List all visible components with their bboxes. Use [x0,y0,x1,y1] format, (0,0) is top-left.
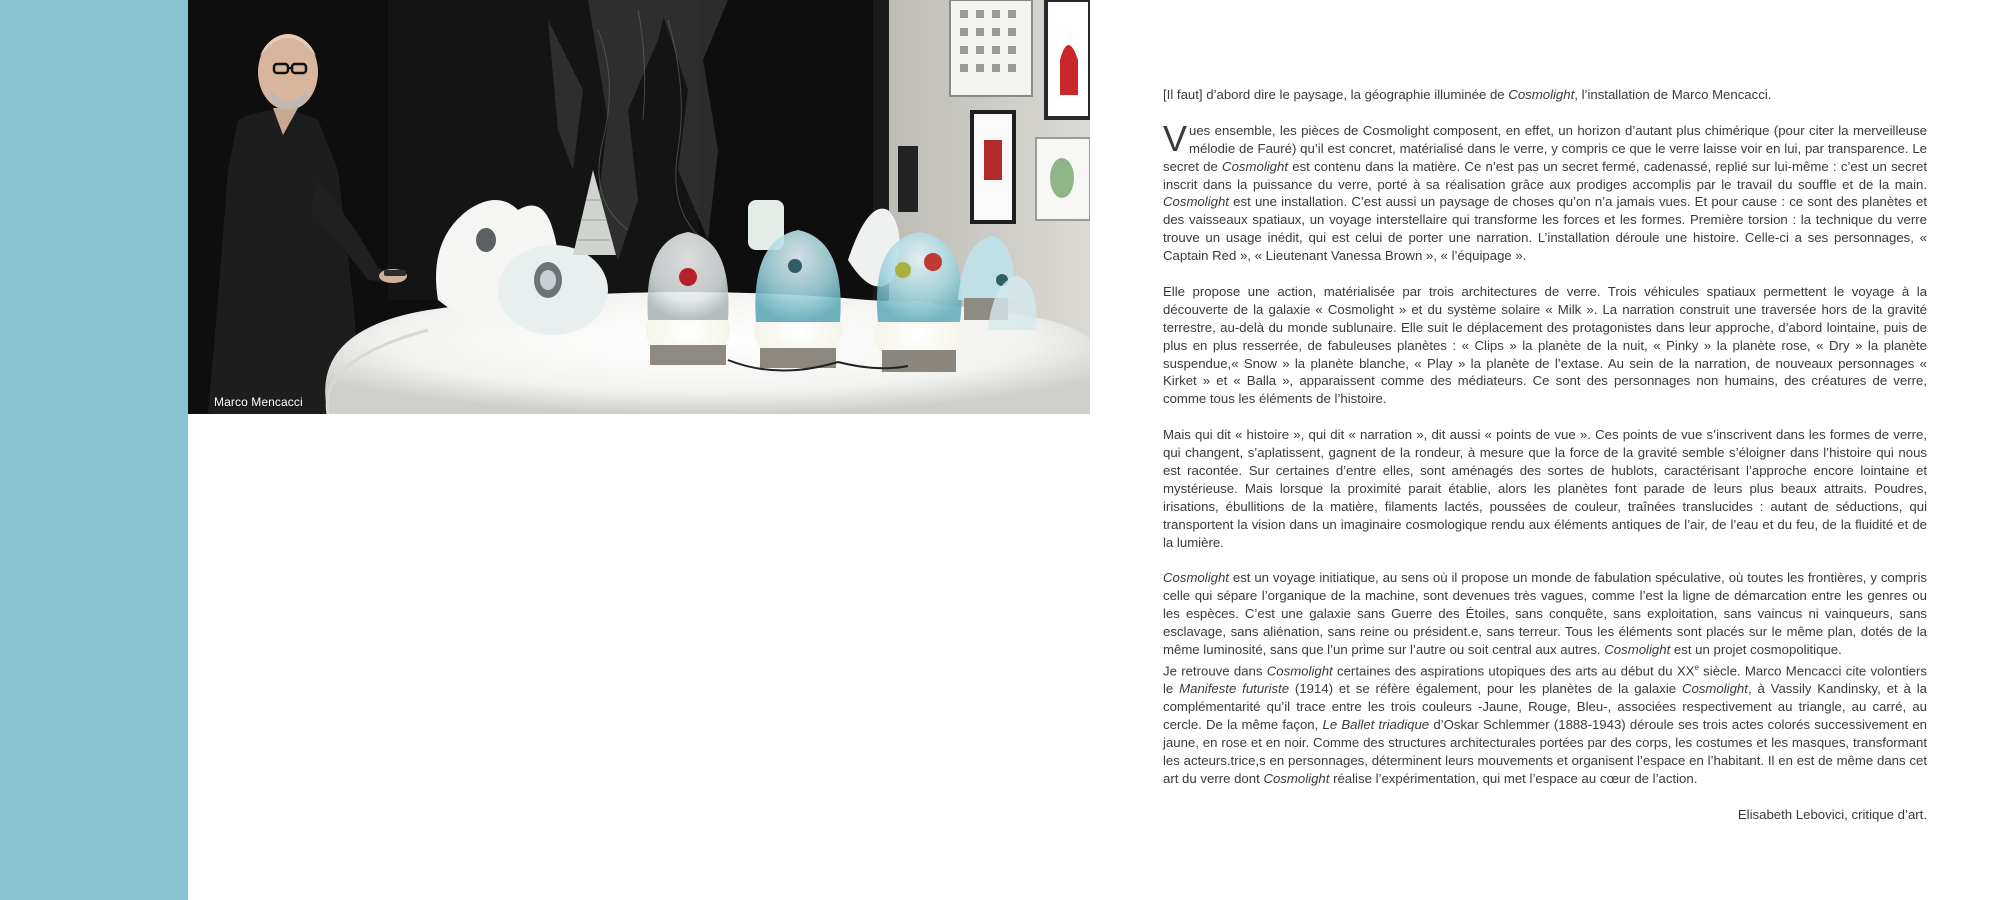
drop-cap: V [1163,117,1188,159]
installation-photo-illustration [188,0,1090,414]
installation-photo [188,0,1090,414]
article-paragraph-2: Elle propose une action, matérialisée par trois architectures de verre. Trois véhicules spatiaux permettent le voyage à la découverte de la galaxie « Cosmolight » et du système solaire « Milk ». La narration construit une traversée hors de la gravité terrestre, au-delà du monde sublunaire. Elle suit le déplacement des protagonistes dans leur approche, d’abord lointaine, puis de plus en plus resserrée, de fabuleuses planètes : « Clips » la planète de la nuit, « Pinky » la planète rose, « Dry » la planète suspendue,« Snow » la planète blanche, « Play » la planète de l’extase. Au sein de la narration, de nouveaux personnages « Kirket » et « Balla », apparaissent comme des médiateurs. Ce sont des personnages non humains, des créatures de verre, comme tous les éléments de l’histoire. [1163,283,1927,407]
article-text [1163,86,1927,823]
article-intro: [Il faut] d’abord dire le paysage, la géographie illuminée de Cosmolight, l’installation de Marco Mencacci. [1163,87,1772,102]
article-paragraph-4: Cosmolight est un voyage initiatique, au sens où il propose un monde de fabulation spéculative, où toutes les frontières, y compris celle qui sépare l’organique de la machine, sont devenues très vagues, comme l’est la ligne de démarcation entre les genres ou les espèces. C’est une galaxie sans Guerre des Étoiles, sans conquête, sans exploitation, sans vaincus ni vainqueurs, sans esclavage, sans aliénation, sans reine ou président.e, sans terreur. Tous les éléments sont placés sur le même plan, dotés de la même luminosité, sans que l’un prime sur l’autre ou soit central aux autres. Cosmolight est un projet cosmopolitique. [1163,570,1927,658]
photo-caption: Marco Mencacci [214,395,303,409]
article-paragraph-5: Je retrouve dans Cosmolight certaines des aspirations utopiques des arts au début du XXe siècle. Marco Mencacci cite volontiers le Manifeste futuriste (1914) et se réfère également, pour les planètes de la galaxie Cosmolight, à Vassily Kandinsky, et à la complémentarité qu’il trace entre les trois couleurs -Jaune, Rouge, Bleu-, associées respectivement au triangle, au carré, au cercle. De la même façon, Le Ballet triadique d’Oskar Schlemmer (1888-1943) déroule ses trois actes colorés successivement en jaune, en rose et en noir. Comme des structures architecturales portées par des corps, les costumes et les masques, transformant les acteurs.trice,s en personnages, déterminent leurs mouvements et organisent l’espace en l’habitant. Il en est de même dans cet art du verre dont Cosmolight réalise l’expérimentation, qui met l’espace au cœur de l’action. [1163,662,1928,786]
article-paragraph-3: Mais qui dit « histoire », qui dit « narration », dit aussi « points de vue ». Ces points de vue s’inscrivent dans les formes de verre, qui changent, s’aplatissent, gagnent de la rondeur, à mesure que la force de la gravité semble s’éloigner dans l’histoire qui nous est racontée. Sur certaines d’entre elles, sont aménagés des sortes de hublots, caractérisant l’approche encore lointaine et mystérieuse. Mais lorsque la proximité parait établie, alors les planètes font parade de leurs plus beaux attraits. Poudres, irisations, ébullitions de la matière, filaments lactés, poussées de couleur, traînées translucides : autant de séductions, qui transportent la vision dans un imaginaire cosmologique rendu aux éléments antiques de l’air, de l’eau et du feu, de la fluidité et de la lumière. [1163,427,1927,550]
article-paragraph-1: Vues ensemble, les pièces de Cosmolight composent, en effet, un horizon d’autant plus chimérique (pour citer la merveilleuse mélodie de Fauré) qu’il est concret, matérialisé dans le verre, y compris ce que le verre laisse voir en lui, par transparence. Le secret de Cosmolight est contenu dans la matière. Ce n’est pas un secret fermé, cadenassé, replié sur lui-même : c’est un secret inscrit dans la puissance du verre, porté à sa réalisation grâce aux prodiges accomplis par le travail du souffle et de la main. Cosmolight est une installation. C’est aussi un paysage de choses qu’on n’a jamais vues. Et pour cause : ce sont des planètes et des vaisseaux spatiaux, un voyage interstellaire qui transforme les forces et les formes. Première torsion : la technique du verre trouve un usage inédit, qui est celui de porter une narration. L’installation déroule une histoire. Celle-ci a ses personnages, « Captain Red », « Lieutenant Vanessa Brown », « l’équipage ». [1163,117,1927,264]
side-color-band [0,0,188,900]
article-signature: Elisabeth Lebovici, critique d’art. [1737,806,1927,822]
